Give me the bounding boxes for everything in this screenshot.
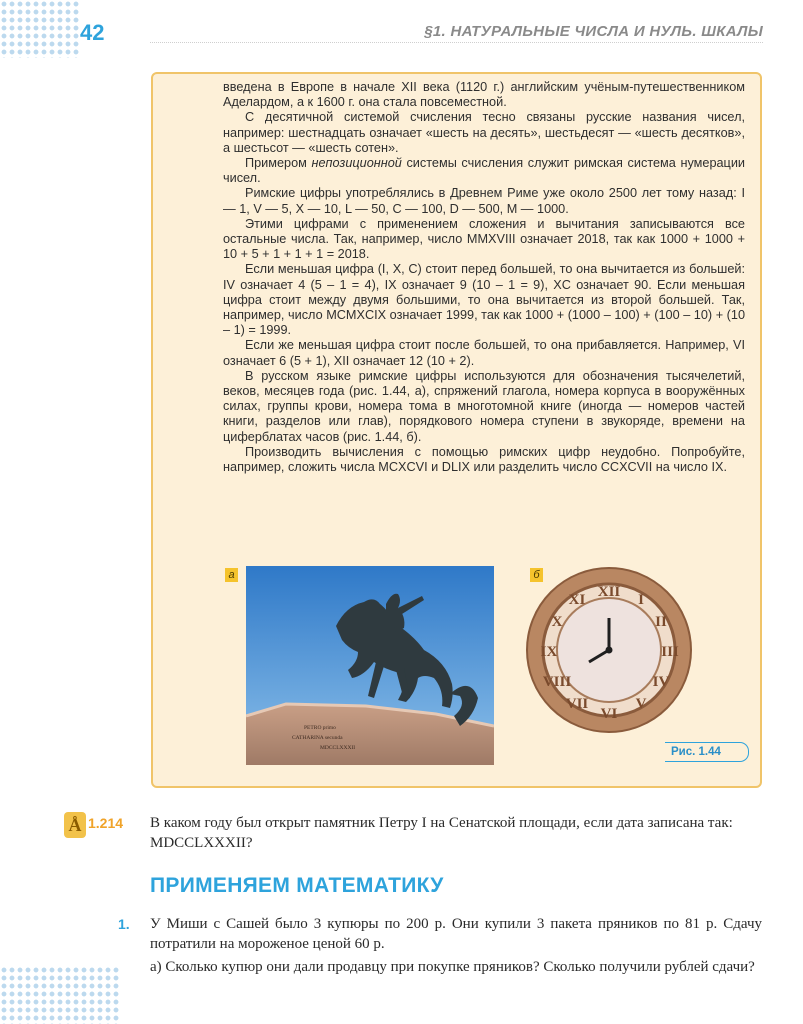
header-rule (150, 42, 763, 43)
bronze-horseman-photo (246, 566, 494, 765)
svg-text:X: X (551, 614, 563, 630)
info-paragraph: Римские цифры употреблялись в Древнем Риме уже около 2500 лет тому назад: I — 1, V — 5, X — 10, L — 50, C — 100, D — 500, M — 1000. (223, 186, 745, 216)
svg-text:XI: XI (568, 592, 586, 608)
figure-label-a: а (225, 568, 238, 582)
plaque-line-1: PETRO primo (304, 725, 336, 731)
info-paragraph: Если же меньшая цифра стоит после большей, то она прибавляется. Например, VI означает 6 (5 + 1), XII означает 12 (10 + 2). (223, 338, 745, 368)
svg-text:IV: IV (652, 674, 670, 690)
info-paragraph: С десятичной системой счисления тесно связаны русские названия чисел, например: шестнадцать означает «шесть на десять», шестьдесят — «шесть десятков», а шестьсот — «шесть сотен». (223, 110, 745, 155)
running-head: §1. НАТУРАЛЬНЫЕ ЧИСЛА И НУЛЬ. ШКАЛЫ (424, 23, 763, 40)
plaque-line-2: CATHARINA secunda (292, 735, 343, 741)
info-paragraph: Если меньшая цифра (I, X, C) стоит перед большей, то она вычитается из большей: IV означает 4 (5 – 1 = 4), IX означает 9 (10 – 1 = 9), XC означает 90. Если меньшая цифра стоит между двумя большими, то она вычитается из второй большей. Так, например, число MCMXCIX означает 1999, так как 1000 + (1000 – 100) + (100 – 10) + (10 – 1) = 1999. (223, 262, 745, 338)
plaque-line-3: MDCCLXXXII (320, 745, 356, 751)
problem-number: 1. (118, 916, 130, 932)
emphasized-term: непозиционной (311, 156, 402, 171)
decorative-dots-bottom (0, 966, 120, 1024)
info-text (223, 80, 745, 475)
task-marker-icon: Å (64, 812, 86, 838)
figure-label-b: б (530, 568, 543, 582)
svg-text:III: III (661, 644, 679, 660)
decorative-dots-top (0, 0, 80, 58)
section-title: ПРИМЕНЯЕМ МАТЕМАТИКУ (150, 874, 444, 897)
page-number: 42 (80, 20, 105, 45)
problem-text-block (150, 914, 762, 980)
svg-text:XII: XII (597, 584, 621, 600)
svg-text:II: II (655, 614, 667, 630)
info-paragraph: Этими цифрами с применением сложения и вычитания записываются все остальные числа. Так, например, число MMXVIII означает 2018, так как 1000 + 1000 + 10 + 5 + 1 + 1 + 1 = 2018. (223, 216, 745, 262)
svg-text:V: V (635, 696, 647, 712)
svg-text:VIII: VIII (542, 674, 572, 690)
svg-text:I: I (638, 592, 644, 608)
svg-text:VII: VII (565, 696, 589, 712)
task-number: 1.214 (88, 815, 124, 831)
info-paragraph (223, 156, 745, 186)
problem-statement: У Миши с Сашей было 3 купюры по 200 р. Они купили 3 пакета пряников по 81 р. Сдачу потратили на мороженое ценой 60 р. (150, 916, 762, 952)
history-info-box (151, 72, 762, 788)
info-paragraph: введена в Европе в начале XII века (1120 г.) английским учёным-путешественником Аделардом, а к 1600 г. она стала повсеместной. (223, 80, 745, 110)
problem-part-a: а) Сколько купюр они дали продавцу при покупке пряников? Сколько получили рублей сдачи? (150, 959, 755, 975)
monument-illustration (246, 566, 494, 765)
info-paragraph: В русском языке римские цифры используются для обозначения тысячелетий, веков, месяцев года (рис. 1.44, а), спряжений глагола, номера корпуса в вооружённых силах, группы крови, номера тома в многотомной книге (иногда — номеров частей книги, разделов или глав), порядкового номера ступени в звукоряде, времени на циферблатах часов (рис. 1.44, б). (223, 368, 745, 444)
task-text: В каком году был открыт памятник Петру I на Сенатской площади, если дата записана так: MDCCLXXXII? (150, 815, 733, 851)
figure-caption: Рис. 1.44 (665, 742, 749, 762)
info-paragraph: Производить вычисления с помощью римских цифр неудобно. Попробуйте, например, сложить числа MCXCVI и DLIX или разделить число CCXCVII на число IX. (223, 444, 745, 475)
clock-illustration (525, 566, 693, 734)
text-run: системы счисления служит римская система нумерации чисел. (223, 156, 745, 186)
svg-text:IX: IX (540, 644, 558, 660)
svg-text:VI: VI (600, 706, 618, 722)
roman-numeral-clock (525, 566, 693, 734)
text-run: Примером (245, 156, 312, 171)
